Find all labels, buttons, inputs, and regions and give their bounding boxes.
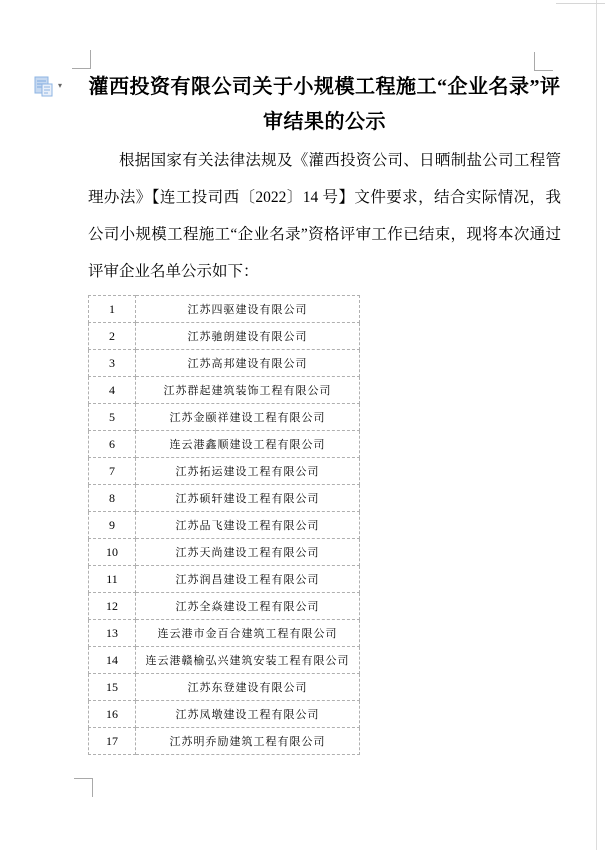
table-row bbox=[89, 539, 360, 566]
table-row bbox=[89, 620, 360, 647]
row-number: 7 bbox=[89, 458, 136, 485]
top-edge-artifact bbox=[556, 3, 605, 4]
company-name: 江苏金颐祥建设工程有限公司 bbox=[136, 404, 360, 431]
company-name: 江苏品飞建设工程有限公司 bbox=[136, 512, 360, 539]
table-row bbox=[89, 647, 360, 674]
company-name: 江苏驰朗建设有限公司 bbox=[136, 323, 360, 350]
table-row bbox=[89, 701, 360, 728]
table-row bbox=[89, 296, 360, 323]
company-name: 连云港市金百合建筑工程有限公司 bbox=[136, 620, 360, 647]
table-row bbox=[89, 566, 360, 593]
table-row bbox=[89, 323, 360, 350]
text-boundary-mark-top-right bbox=[534, 52, 553, 71]
table-row bbox=[89, 593, 360, 620]
row-number: 2 bbox=[89, 323, 136, 350]
dropdown-caret-icon: ▾ bbox=[58, 81, 63, 90]
paste-document-icon bbox=[34, 76, 54, 98]
title-line-1: 灌西投资有限公司关于小规模工程施工“企业名录”评 bbox=[88, 76, 561, 98]
row-number: 17 bbox=[89, 728, 136, 755]
row-number: 15 bbox=[89, 674, 136, 701]
table-row bbox=[89, 512, 360, 539]
row-number: 1 bbox=[89, 296, 136, 323]
table-row bbox=[89, 377, 360, 404]
body-paragraph: 根据国家有关法律法规及《灌西投资公司、日晒制盐公司工程管理办法》【连工投司西〔2022〕14 号】文件要求，结合实际情况，我公司小规模工程施工“企业名录”资格评审工作已结束，现将本次通过评审企业名单公示如下： bbox=[88, 152, 561, 280]
table-row bbox=[89, 728, 360, 755]
row-number: 13 bbox=[89, 620, 136, 647]
company-name: 江苏拓运建设工程有限公司 bbox=[136, 458, 360, 485]
company-name: 江苏天尚建设工程有限公司 bbox=[136, 539, 360, 566]
table-row bbox=[89, 404, 360, 431]
table-row bbox=[89, 485, 360, 512]
row-number: 5 bbox=[89, 404, 136, 431]
company-name: 江苏全焱建设工程有限公司 bbox=[136, 593, 360, 620]
document-title bbox=[88, 70, 561, 140]
row-number: 9 bbox=[89, 512, 136, 539]
row-number: 4 bbox=[89, 377, 136, 404]
company-name: 江苏明乔励建筑工程有限公司 bbox=[136, 728, 360, 755]
row-number: 10 bbox=[89, 539, 136, 566]
table-row bbox=[89, 674, 360, 701]
company-name: 连云港鑫顺建设工程有限公司 bbox=[136, 431, 360, 458]
row-number: 6 bbox=[89, 431, 136, 458]
company-name: 江苏硕轩建设工程有限公司 bbox=[136, 485, 360, 512]
company-name: 江苏东登建设有限公司 bbox=[136, 674, 360, 701]
company-name: 江苏四驱建设有限公司 bbox=[136, 296, 360, 323]
table-row bbox=[89, 458, 360, 485]
right-edge-line bbox=[596, 0, 597, 850]
title-line-2: 审结果的公示 bbox=[263, 111, 386, 133]
row-number: 11 bbox=[89, 566, 136, 593]
company-table bbox=[88, 295, 360, 755]
row-number: 8 bbox=[89, 485, 136, 512]
paste-options-button[interactable] bbox=[34, 76, 68, 98]
row-number: 16 bbox=[89, 701, 136, 728]
text-boundary-mark-top-left bbox=[72, 50, 91, 69]
table-row bbox=[89, 350, 360, 377]
row-number: 12 bbox=[89, 593, 136, 620]
text-boundary-mark-bottom-left bbox=[74, 778, 93, 797]
company-table-body bbox=[89, 296, 360, 755]
company-name: 江苏凤墩建设工程有限公司 bbox=[136, 701, 360, 728]
row-number: 3 bbox=[89, 350, 136, 377]
row-number: 14 bbox=[89, 647, 136, 674]
company-name: 江苏润昌建设工程有限公司 bbox=[136, 566, 360, 593]
company-name: 江苏高邦建设有限公司 bbox=[136, 350, 360, 377]
table-row bbox=[89, 431, 360, 458]
company-name: 连云港赣榆弘兴建筑安装工程有限公司 bbox=[136, 647, 360, 674]
company-name: 江苏群起建筑装饰工程有限公司 bbox=[136, 377, 360, 404]
